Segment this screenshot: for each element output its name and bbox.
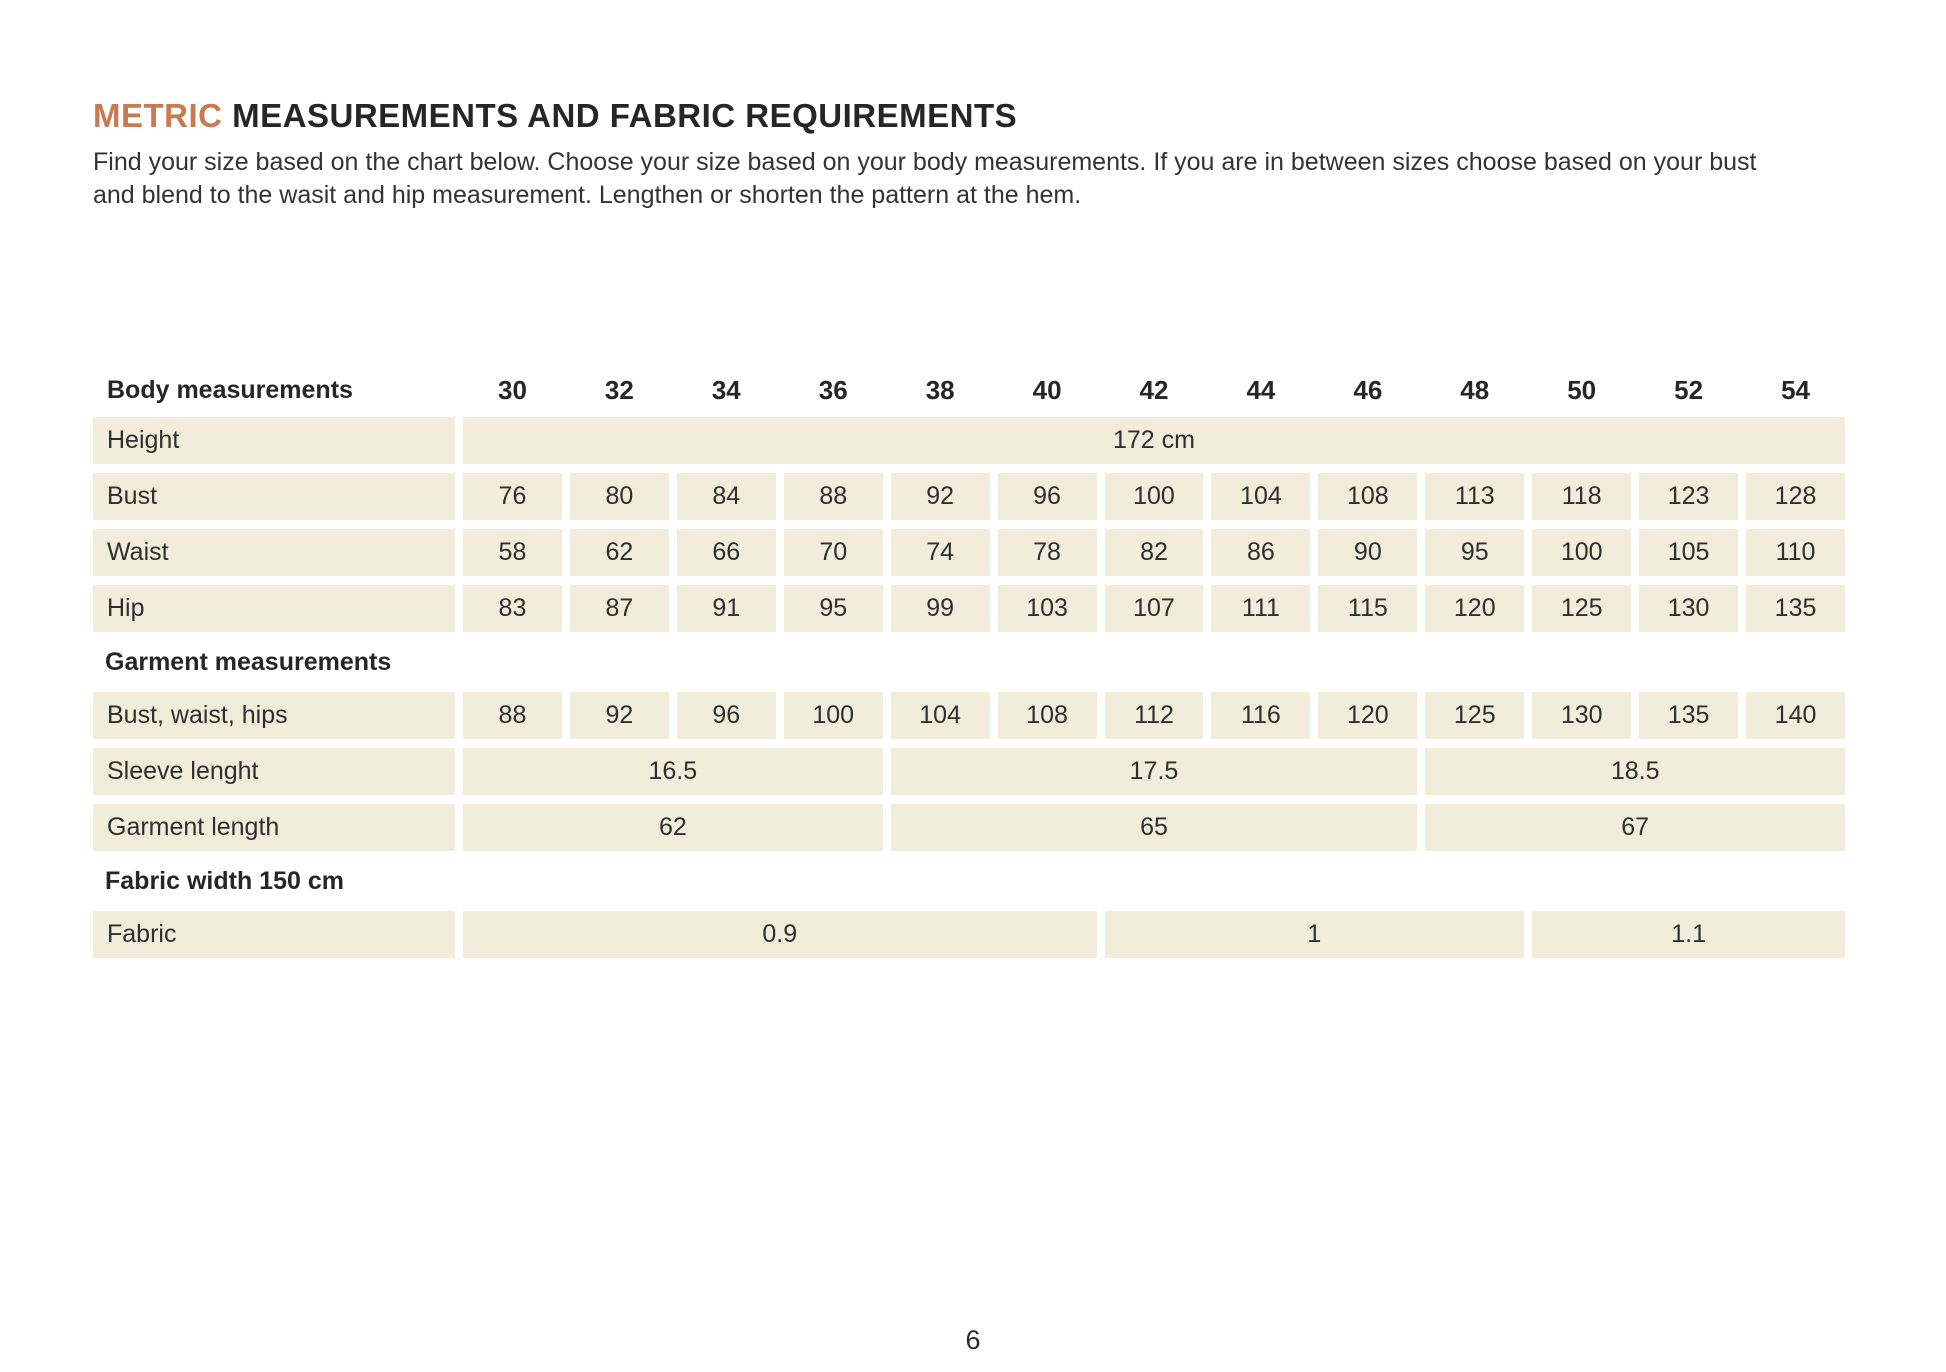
cell-bust-9: 113 [1425, 473, 1524, 520]
cell-bust-waist-hips-11: 135 [1639, 692, 1738, 739]
row-label-waist: Waist [93, 529, 455, 576]
cell-waist-1: 62 [570, 529, 669, 576]
cell-fabric-0: 0.9 [463, 911, 1097, 958]
row-label-sleeve-length: Sleeve lenght [93, 748, 455, 795]
size-column-header-48: 48 [1460, 374, 1490, 405]
cell-bust-waist-hips-1: 92 [570, 692, 669, 739]
page-title-highlight: METRIC [93, 97, 223, 134]
cell-waist-10: 100 [1532, 529, 1631, 576]
size-column-header-40: 40 [1032, 374, 1062, 405]
section-heading-garment-measurements: Garment measurements [105, 647, 392, 676]
cell-bust-3: 88 [784, 473, 883, 520]
size-column-header-52: 52 [1674, 374, 1704, 405]
size-table [93, 372, 1845, 958]
cell-height-0: 172 cm [463, 417, 1845, 464]
cell-waist-7: 86 [1211, 529, 1310, 576]
cell-waist-12: 110 [1746, 529, 1845, 576]
cell-fabric-1: 1 [1105, 911, 1525, 958]
cell-hip-7: 111 [1211, 585, 1310, 632]
cell-hip-12: 135 [1746, 585, 1845, 632]
cell-hip-5: 103 [998, 585, 1097, 632]
page-title-rest: MEASUREMENTS AND FABRIC REQUIREMENTS [222, 97, 1018, 134]
size-column-header-46: 46 [1353, 374, 1383, 405]
size-column-header-38: 38 [925, 374, 955, 405]
cell-bust-6: 100 [1105, 473, 1204, 520]
cell-waist-11: 105 [1639, 529, 1738, 576]
cell-hip-1: 87 [570, 585, 669, 632]
cell-bust-waist-hips-3: 100 [784, 692, 883, 739]
cell-waist-2: 66 [677, 529, 776, 576]
cell-bust-waist-hips-8: 120 [1318, 692, 1417, 739]
cell-bust-waist-hips-12: 140 [1746, 692, 1845, 739]
cell-bust-12: 128 [1746, 473, 1845, 520]
cell-garment-length-2: 67 [1425, 804, 1845, 851]
section-heading-fabric-width: Fabric width 150 cm [105, 866, 344, 895]
cell-waist-3: 70 [784, 529, 883, 576]
cell-bust-waist-hips-5: 108 [998, 692, 1097, 739]
cell-bust-waist-hips-6: 112 [1105, 692, 1204, 739]
size-column-header-34: 34 [711, 374, 741, 405]
cell-hip-0: 83 [463, 585, 562, 632]
page-number: 6 [965, 1325, 981, 1355]
cell-fabric-2: 1.1 [1532, 911, 1845, 958]
cell-bust-10: 118 [1532, 473, 1631, 520]
cell-bust-8: 108 [1318, 473, 1417, 520]
cell-waist-6: 82 [1105, 529, 1204, 576]
cell-bust-waist-hips-9: 125 [1425, 692, 1524, 739]
cell-hip-10: 125 [1532, 585, 1631, 632]
cell-bust-0: 76 [463, 473, 562, 520]
size-column-header-30: 30 [498, 374, 527, 405]
cell-waist-9: 95 [1425, 529, 1524, 576]
cell-waist-0: 58 [463, 529, 562, 576]
cell-waist-8: 90 [1318, 529, 1417, 576]
size-column-header-32: 32 [604, 374, 634, 405]
row-label-fabric: Fabric [93, 911, 455, 958]
row-label-bust: Bust [93, 473, 455, 520]
cell-sleeve-length-2: 18.5 [1425, 748, 1845, 795]
cell-sleeve-length-1: 17.5 [891, 748, 1418, 795]
size-column-header-54: 54 [1781, 374, 1810, 405]
cell-hip-11: 130 [1639, 585, 1738, 632]
size-column-header-50: 50 [1567, 374, 1597, 405]
cell-hip-4: 99 [891, 585, 990, 632]
cell-bust-waist-hips-4: 104 [891, 692, 990, 739]
page-title [93, 94, 1946, 138]
cell-bust-5: 96 [998, 473, 1097, 520]
row-label-bust-waist-hips: Bust, waist, hips [93, 692, 455, 739]
cell-bust-waist-hips-7: 116 [1211, 692, 1310, 739]
cell-garment-length-0: 62 [463, 804, 883, 851]
table-header-label: Body measurements [107, 375, 353, 404]
intro-paragraph: Find your size based on the chart below. Choose your size based on your body measurements. If you are in between sizes choose based on your bust and blend to the wasit and hip measurement. Lengthen or shorten the pattern at the hem. [93, 148, 1757, 209]
cell-hip-3: 95 [784, 585, 883, 632]
cell-bust-4: 92 [891, 473, 990, 520]
cell-sleeve-length-0: 16.5 [463, 748, 883, 795]
cell-bust-7: 104 [1211, 473, 1310, 520]
size-column-header-44: 44 [1246, 374, 1276, 405]
cell-bust-waist-hips-0: 88 [463, 692, 562, 739]
cell-bust-2: 84 [677, 473, 776, 520]
cell-bust-waist-hips-10: 130 [1532, 692, 1631, 739]
cell-garment-length-1: 65 [891, 804, 1418, 851]
row-label-height: Height [93, 417, 455, 464]
cell-hip-2: 91 [677, 585, 776, 632]
cell-bust-11: 123 [1639, 473, 1738, 520]
cell-hip-9: 120 [1425, 585, 1524, 632]
size-column-header-42: 42 [1139, 374, 1169, 405]
cell-waist-4: 74 [891, 529, 990, 576]
row-label-hip: Hip [93, 585, 455, 632]
cell-bust-1: 80 [570, 473, 669, 520]
cell-bust-waist-hips-2: 96 [677, 692, 776, 739]
cell-hip-8: 115 [1318, 585, 1417, 632]
row-label-garment-length: Garment length [93, 804, 455, 851]
cell-waist-5: 78 [998, 529, 1097, 576]
cell-hip-6: 107 [1105, 585, 1204, 632]
size-column-header-36: 36 [818, 374, 848, 405]
